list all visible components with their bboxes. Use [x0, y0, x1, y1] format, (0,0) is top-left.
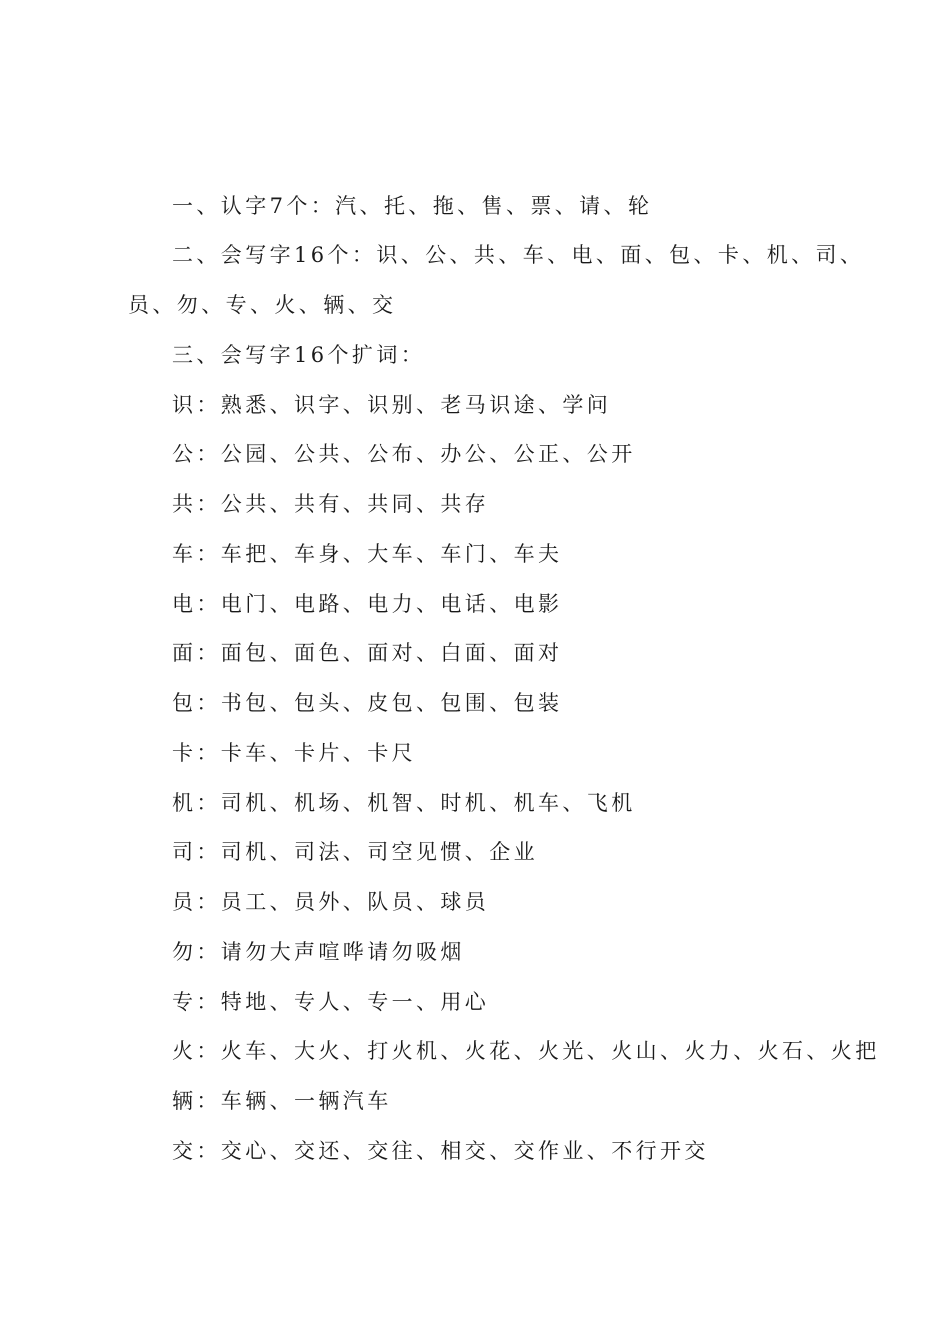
vocab-line-gong: 公：公园、公共、公布、办公、公正、公开 [172, 442, 636, 466]
vocab-line-che: 车：车把、车身、大车、车门、车夫 [172, 542, 563, 566]
vocab-line-ji: 机：司机、机场、机智、时机、机车、飞机 [172, 791, 636, 815]
vocab-line-dian: 电：电门、电路、电力、电话、电影 [172, 592, 563, 616]
vocab-line-gong-shared: 共：公共、共有、共同、共存 [172, 492, 490, 516]
vocab-line-yuan: 员：员工、员外、队员、球员 [172, 890, 490, 914]
vocab-line-huo: 火：火车、大火、打火机、火花、火光、火山、火力、火石、火把 [172, 1039, 880, 1063]
text-line-writing-heading: 二、会写字16个：识、公、共、车、电、面、包、卡、机、司、 [172, 243, 865, 267]
text-line-vocab-heading: 三、会写字16个扩词： [172, 343, 426, 367]
vocab-line-wu: 勿：请勿大声喧哗请勿吸烟 [172, 940, 465, 964]
vocab-line-ka: 卡：卡车、卡片、卡尺 [172, 741, 416, 765]
vocab-line-mian: 面：面包、面色、面对、白面、面对 [172, 641, 563, 665]
vocab-line-jiao: 交：交心、交还、交往、相交、交作业、不行开交 [172, 1139, 709, 1163]
vocab-line-bao: 包：书包、包头、皮包、包围、包装 [172, 691, 563, 715]
text-line-literacy: 一、认字7个：汽、托、拖、售、票、请、轮 [172, 194, 653, 218]
text-line-writing-continued: 员、勿、专、火、辆、交 [128, 293, 397, 317]
vocab-line-liang: 辆：车辆、一辆汽车 [172, 1089, 392, 1113]
vocab-line-shi: 识：熟悉、识字、识别、老马识途、学问 [172, 393, 612, 417]
vocab-line-si: 司：司机、司法、司空见惯、企业 [172, 840, 538, 864]
vocab-line-zhuan: 专：特地、专人、专一、用心 [172, 990, 490, 1014]
